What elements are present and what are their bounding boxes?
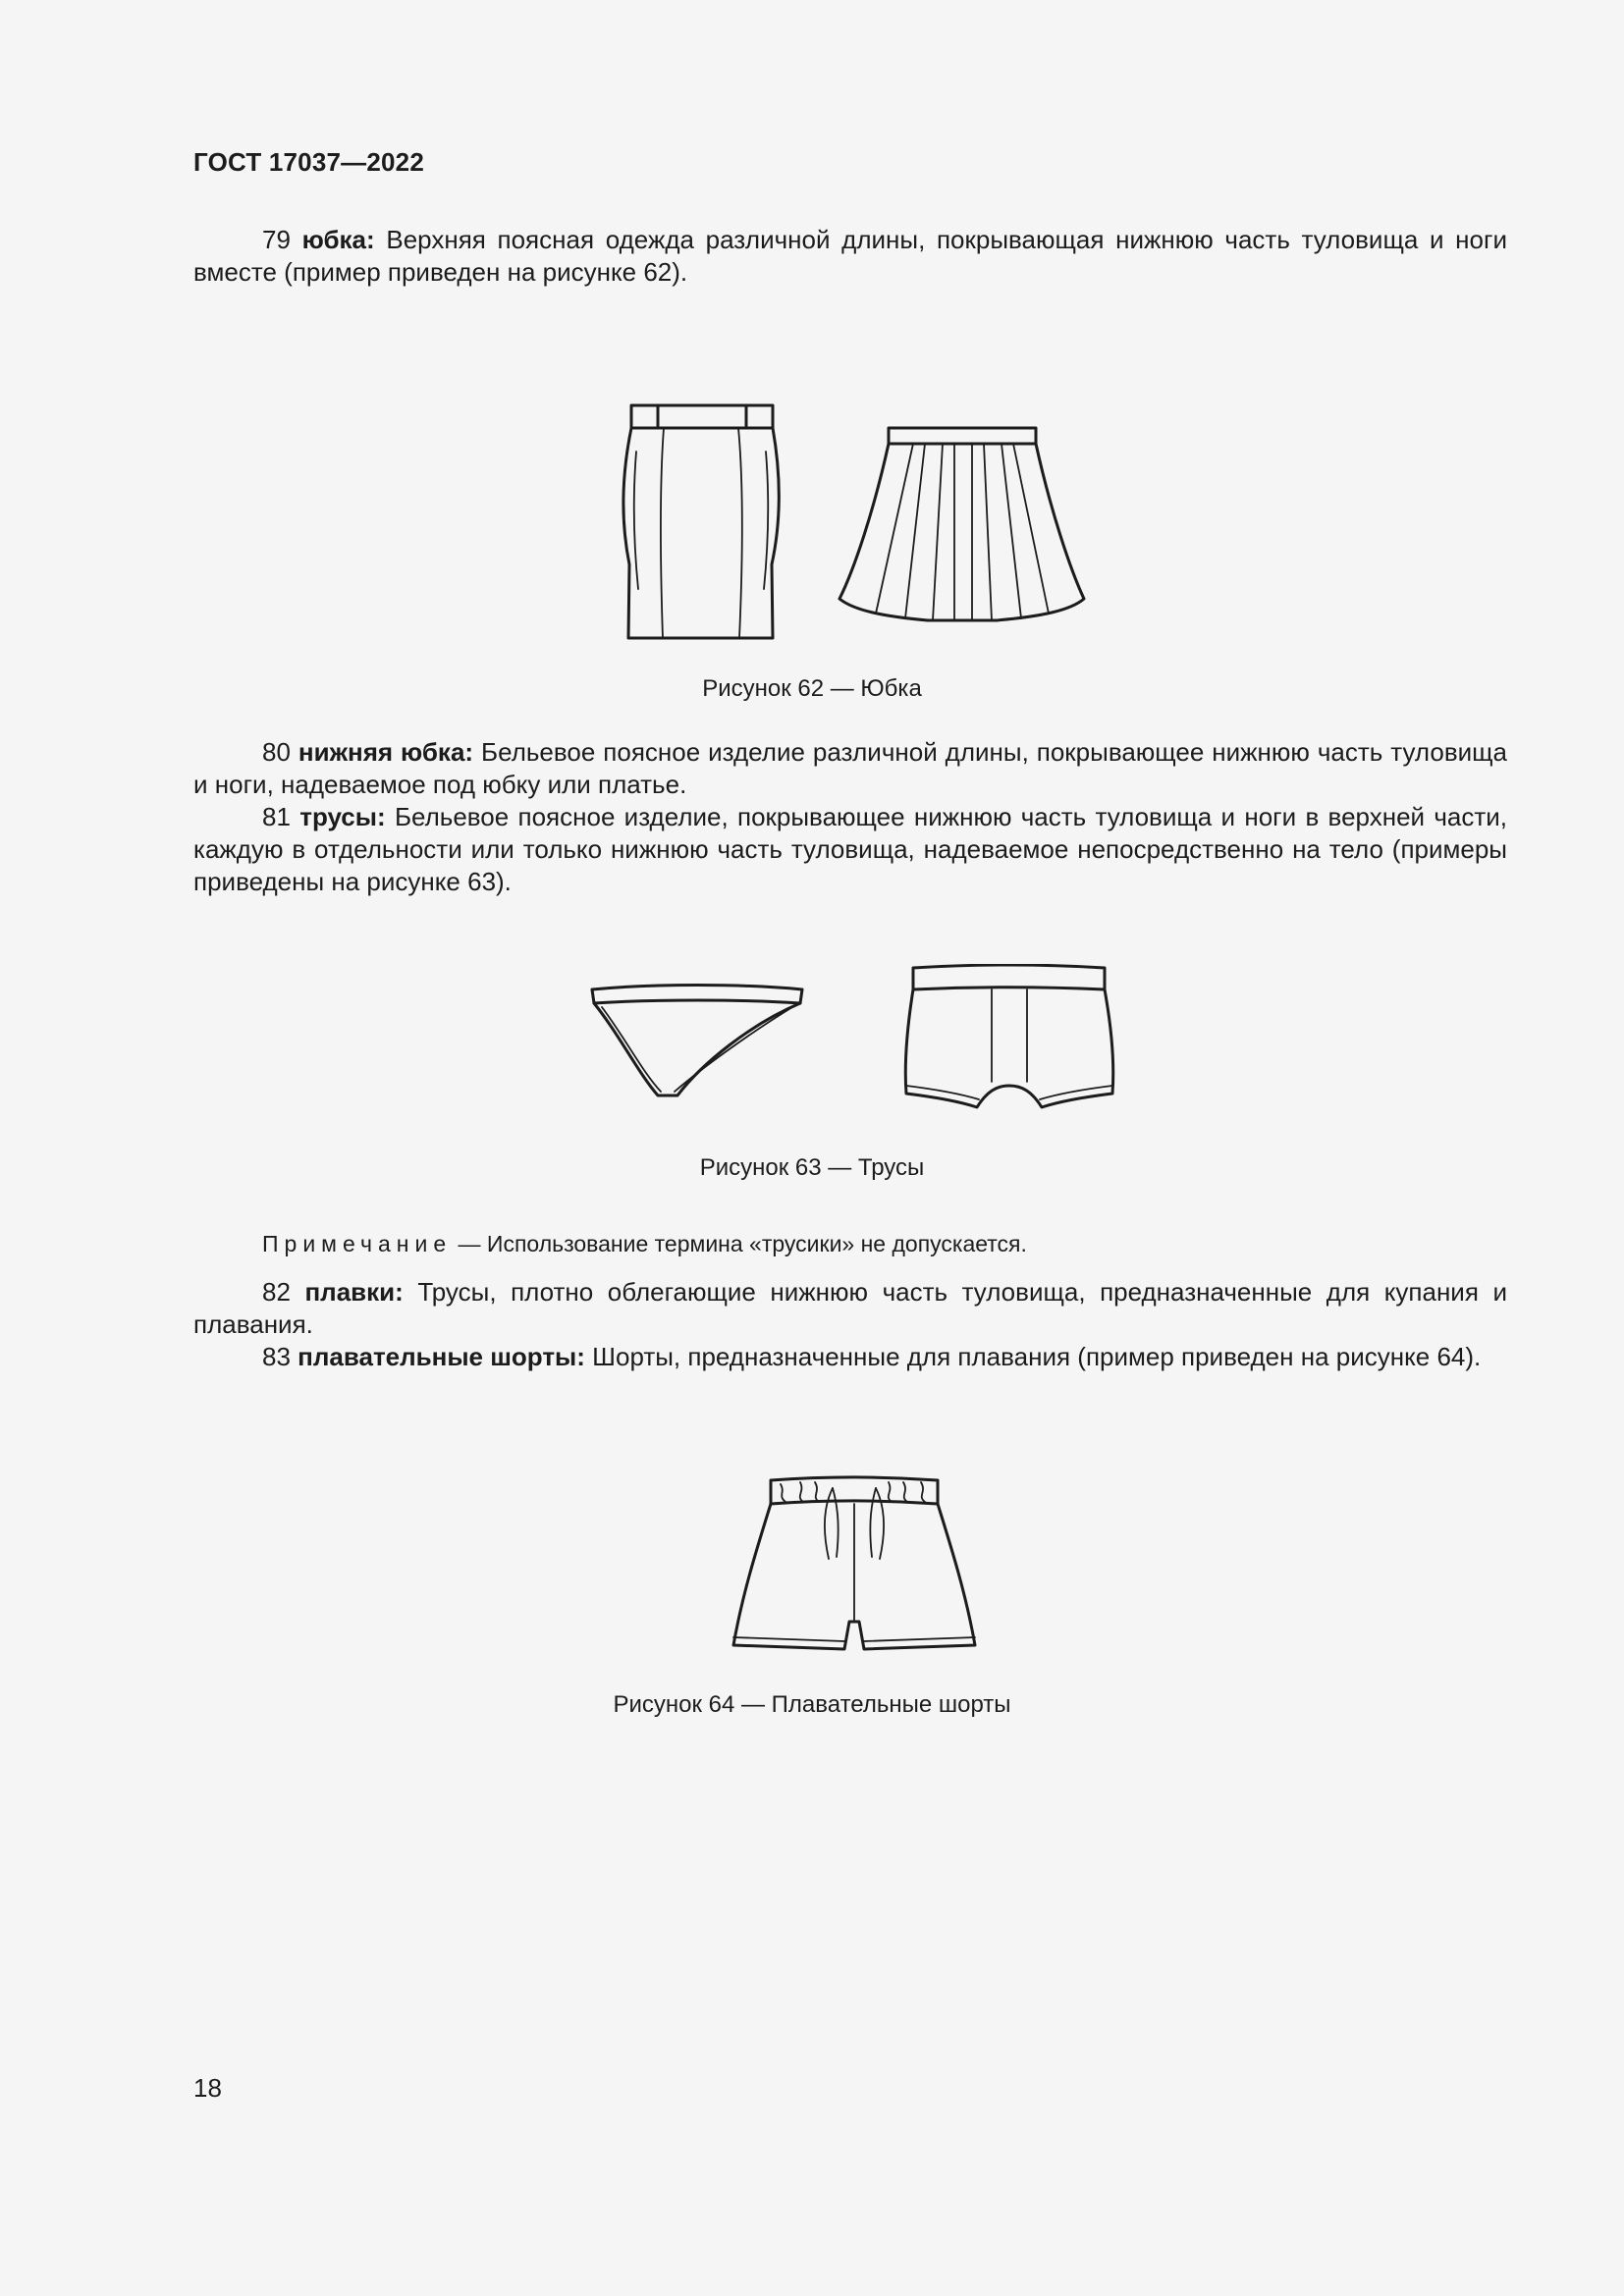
figure-62-pleated-skirt — [835, 422, 1090, 628]
definition-text: Верхняя поясная одежда различной длины, покрывающая нижнюю часть туловища и ноги вместе (пример приведен на рисунке 62). — [193, 225, 1507, 287]
figure-63-boxer-briefs — [898, 964, 1119, 1111]
definition-term: юбка: — [301, 225, 375, 254]
definition-79 — [193, 224, 1507, 289]
definition-text: Шорты, предназначенные для плавания (пример приведен на рисунке 64). — [592, 1342, 1482, 1371]
definition-term: плавательные шорты: — [298, 1342, 585, 1371]
note-label: Примечание — [262, 1231, 453, 1256]
definition-term: нижняя юбка: — [298, 737, 474, 767]
definition-text: Бельевое поясное изделие, покрывающее нижнюю часть туловища и ноги в верхней части, каждую в отдельности или только нижнюю часть туловища, надеваемое непосредственно на тело (примеры приведены на рисунке 63). — [193, 802, 1507, 896]
figure-63-caption: Рисунок 63 — Трусы — [699, 1154, 925, 1181]
figure-62-caption: Рисунок 62 — Юбка — [702, 675, 922, 702]
note-text: — Использование термина «трусики» не допускается. — [458, 1231, 1027, 1256]
definition-number: 83 — [262, 1342, 291, 1371]
figure-64-swim-shorts — [727, 1472, 982, 1659]
definition-81 — [193, 801, 1507, 898]
definition-text: Бельевое поясное изделие различной длины, покрывающее нижнюю часть туловища и ноги, надеваемое под юбку или платье. — [193, 737, 1508, 799]
definition-number: 82 — [262, 1277, 291, 1307]
definition-term: трусы: — [299, 802, 386, 831]
definition-number: 81 — [262, 802, 291, 831]
definition-83 — [193, 1341, 1507, 1373]
page-number: 18 — [193, 2073, 222, 2103]
figure-64-caption: Рисунок 64 — Плавательные шорты — [613, 1691, 1011, 1718]
figure-62-straight-skirt — [619, 393, 785, 643]
note — [262, 1229, 1027, 1258]
figure-63-briefs — [584, 980, 810, 1102]
definition-term: плавки: — [304, 1277, 404, 1307]
standard-designation: ГОСТ 17037—2022 — [193, 147, 424, 177]
definition-82 — [193, 1276, 1507, 1341]
definition-80 — [193, 736, 1507, 801]
definition-text: Трусы, плотно облегающие нижнюю часть туловища, предназначенные для купания и плавания. — [193, 1277, 1507, 1339]
definition-number: 79 — [262, 225, 291, 254]
definition-number: 80 — [262, 737, 291, 767]
